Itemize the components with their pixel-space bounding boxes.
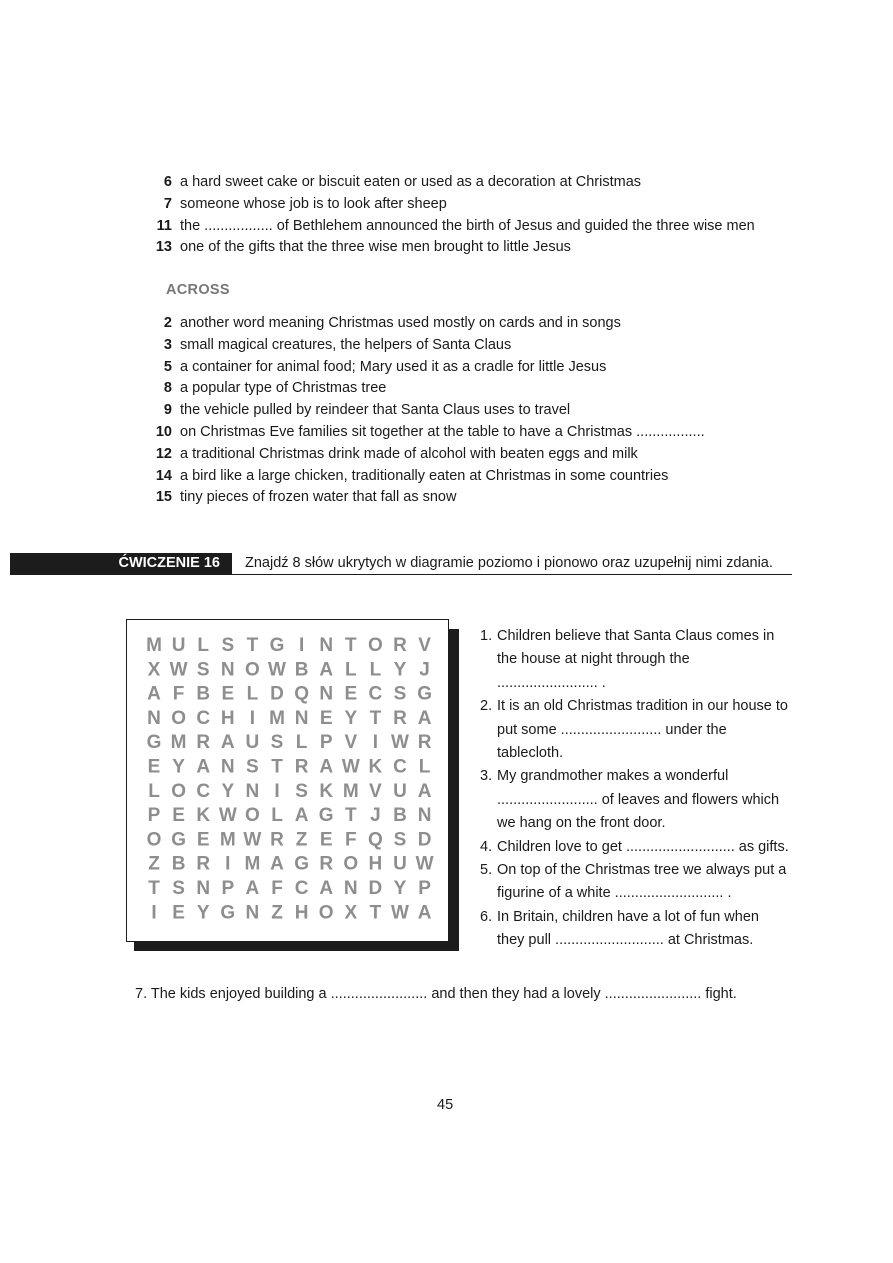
grid-letter: N <box>417 805 432 827</box>
grid-letter: A <box>196 756 211 778</box>
grid-letter: F <box>271 878 283 900</box>
grid-letter: W <box>243 829 262 851</box>
grid-letter: M <box>342 780 359 802</box>
grid-letter: O <box>171 707 186 729</box>
grid-letter: G <box>269 635 285 657</box>
grid-letter: Q <box>368 829 383 851</box>
grid-letter: K <box>196 805 211 827</box>
clue-item <box>150 313 705 335</box>
grid-letter: W <box>391 902 409 924</box>
grid-letter: Z <box>271 902 283 924</box>
grid-letter: A <box>319 878 334 900</box>
grid-letter: P <box>221 878 235 900</box>
exercise-divider <box>10 574 792 575</box>
clue-number: 2 <box>163 315 172 331</box>
grid-letter: E <box>221 683 235 705</box>
grid-letter: G <box>417 683 432 705</box>
grid-letter: O <box>368 635 383 657</box>
grid-letter: K <box>319 780 334 802</box>
grid-letter: H <box>220 707 235 729</box>
sentence-item <box>480 625 800 695</box>
sentence-item <box>480 836 800 859</box>
clue-number: 8 <box>163 380 172 397</box>
grid-letter: L <box>418 756 431 778</box>
grid-letter: J <box>370 805 381 827</box>
clue-item <box>150 487 705 509</box>
grid-letter: T <box>246 635 259 657</box>
grid-letter: W <box>218 805 237 827</box>
grid-letter: G <box>146 732 162 754</box>
grid-letter: V <box>344 732 358 754</box>
grid-letter: U <box>245 732 260 754</box>
sentence-seven: 7. The kids enjoyed building a ........................ and then they had a lovely ........................ fight. <box>135 986 737 1002</box>
grid-letter: S <box>393 683 407 705</box>
grid-letter: O <box>245 805 260 827</box>
clue-text: a popular type of Christmas tree <box>180 380 387 397</box>
grid-letter: N <box>196 878 211 900</box>
grid-letter: L <box>369 659 382 681</box>
grid-letter: W <box>169 659 188 681</box>
grid-letter: N <box>319 683 334 705</box>
word-search-letters <box>127 620 448 941</box>
clue-number: 3 <box>163 336 172 353</box>
clue-item <box>150 466 705 488</box>
grid-letter: G <box>171 829 186 851</box>
grid-letter: W <box>391 732 409 754</box>
grid-letter: U <box>393 780 407 802</box>
grid-letter: G <box>220 902 236 924</box>
grid-letter: T <box>369 707 382 729</box>
grid-letter: N <box>147 707 161 729</box>
grid-letter: H <box>368 853 383 875</box>
grid-letter: Q <box>294 683 309 705</box>
grid-letter: L <box>148 780 160 802</box>
sentence-number: 1. <box>480 628 493 644</box>
grid-letter: A <box>319 756 334 778</box>
grid-letter: M <box>146 635 162 657</box>
grid-letter: N <box>220 659 235 681</box>
grid-letter: N <box>220 756 235 778</box>
grid-letter: Y <box>172 756 185 778</box>
grid-letter: L <box>246 683 259 705</box>
grid-letter: S <box>393 829 407 851</box>
grid-letter: G <box>294 853 309 875</box>
clue-number: 13 <box>155 239 172 256</box>
sentence-item <box>480 695 800 765</box>
grid-letter: R <box>270 829 284 851</box>
grid-letter: Y <box>393 659 407 681</box>
grid-letter: L <box>197 635 210 657</box>
grid-letter: L <box>295 732 308 754</box>
grid-letter: R <box>196 732 211 754</box>
clue-text: on Christmas Eve families sit together at the table to have a Christmas ................. <box>180 423 705 440</box>
grid-letter: Y <box>221 780 235 802</box>
grid-letter: W <box>341 756 360 778</box>
grid-letter: A <box>319 659 334 681</box>
grid-letter: F <box>172 683 185 705</box>
sentence-item <box>480 765 800 835</box>
sentence-text: On top of the Christmas tree we always put a figurine of a white ........................... . <box>497 862 787 902</box>
clue-number: 9 <box>163 402 172 419</box>
grid-letter: D <box>270 683 284 705</box>
grid-letter: M <box>170 732 187 754</box>
sentence-list <box>480 625 800 953</box>
grid-letter: T <box>344 805 357 827</box>
grid-letter: D <box>368 878 383 900</box>
grid-letter: I <box>151 902 157 924</box>
grid-letter: R <box>393 635 407 657</box>
grid-letter: N <box>245 780 260 802</box>
grid-letter: G <box>318 805 334 827</box>
clue-text: a hard sweet cake or biscuit eaten or used as a decoration at Christmas <box>180 174 642 190</box>
grid-letter: Z <box>295 829 308 851</box>
clue-text: small magical creatures, the helpers of Santa Claus <box>180 336 512 353</box>
sentence-text: It is an old Christmas tradition in our house to put some ......................... under the tablecloth. <box>497 698 788 762</box>
grid-letter: C <box>393 756 407 778</box>
exercise-label-bar <box>10 553 232 574</box>
grid-letter: R <box>196 853 211 875</box>
grid-letter: Y <box>344 707 358 729</box>
clue-text: a container for animal food; Mary used it as a cradle for little Jesus <box>180 358 607 375</box>
grid-letter: I <box>298 635 305 657</box>
grid-letter: T <box>148 878 160 900</box>
grid-letter: C <box>368 683 383 705</box>
clue-item <box>150 400 705 422</box>
clue-text: a bird like a large chicken, traditionally eaten at Christmas in some countries <box>180 467 669 484</box>
exercise-instruction: Znajdź 8 słów ukrytych w diagramie poziomo i pionowo oraz uzupełnij nimi zdania. <box>245 555 773 571</box>
clue-text: someone whose job is to look after sheep <box>180 195 447 212</box>
clue-item <box>150 378 705 400</box>
grid-letter: J <box>419 659 430 681</box>
grid-letter: R <box>417 732 432 754</box>
grid-letter: S <box>221 635 235 657</box>
grid-letter: S <box>295 780 308 802</box>
grid-letter: K <box>368 756 383 778</box>
grid-letter: E <box>147 756 161 778</box>
clue-item <box>150 237 755 259</box>
grid-letter: W <box>268 659 286 681</box>
grid-letter: X <box>344 902 358 924</box>
grid-letter: P <box>418 878 431 900</box>
sentence-number: 5. <box>480 862 493 879</box>
grid-letter: O <box>171 780 186 802</box>
grid-letter: N <box>319 635 334 657</box>
grid-letter: O <box>318 902 334 924</box>
grid-letter: D <box>417 829 432 851</box>
grid-letter: Y <box>196 902 210 924</box>
sentence-text: Children believe that Santa Claus comes in the house at night through the ......................... . <box>497 628 775 691</box>
grid-letter: A <box>147 683 161 705</box>
sentence-text: My grandmother makes a wonderful ......................... of leaves and flowers which we hang on the front door. <box>497 768 780 832</box>
grid-letter: E <box>319 707 333 729</box>
grid-letter: V <box>369 780 382 802</box>
clue-item <box>150 216 755 238</box>
grid-letter: S <box>196 659 210 681</box>
sentence-text: Children love to get ........................... as gifts. <box>497 838 789 855</box>
grid-letter: N <box>343 878 358 900</box>
clue-text: tiny pieces of frozen water that fall as snow <box>180 489 457 506</box>
grid-letter: W <box>415 853 434 875</box>
grid-letter: Z <box>148 853 160 875</box>
grid-letter: P <box>319 732 333 754</box>
sentence-number: 2. <box>480 698 493 715</box>
grid-letter: O <box>245 659 260 681</box>
grid-letter: E <box>344 683 358 705</box>
exercise-label: ĆWICZENIE 16 <box>118 555 220 571</box>
clue-text: a traditional Christmas drink made of alcohol with beaten eggs and milk <box>180 445 638 462</box>
clue-item <box>150 194 755 216</box>
grid-letter: I <box>274 780 280 802</box>
grid-letter: C <box>196 780 211 802</box>
grid-letter: B <box>171 853 186 875</box>
grid-letter: M <box>219 829 236 851</box>
grid-letter: I <box>372 732 379 754</box>
grid-letter: R <box>294 756 309 778</box>
clue-item <box>150 357 705 379</box>
grid-letter: C <box>294 878 309 900</box>
grid-letter: U <box>393 853 407 875</box>
grid-letter: B <box>196 683 211 705</box>
clue-number: 10 <box>155 423 172 440</box>
sentence-number: 6. <box>480 908 493 925</box>
grid-letter: E <box>172 902 185 924</box>
grid-letter: E <box>319 829 333 851</box>
clue-number: 12 <box>155 445 172 462</box>
clue-number: 6 <box>163 174 172 190</box>
clue-number: 15 <box>155 489 172 506</box>
grid-letter: T <box>344 635 357 657</box>
clue-number: 7 <box>163 195 172 212</box>
grid-letter: A <box>294 805 309 827</box>
sentence-item <box>480 906 800 953</box>
clue-text: the vehicle pulled by reindeer that Santa Claus uses to travel <box>180 402 571 419</box>
clue-text: one of the gifts that the three wise men brought to little Jesus <box>180 239 571 256</box>
grid-letter: A <box>245 878 260 900</box>
clue-item <box>150 335 705 357</box>
grid-letter: S <box>172 878 185 900</box>
clue-text: another word meaning Christmas used mostly on cards and in songs <box>180 315 621 331</box>
down-clue-list <box>150 172 755 259</box>
clue-item <box>150 172 755 194</box>
grid-letter: C <box>196 707 211 729</box>
clue-text: the ................. of Bethlehem announced the birth of Jesus and guided the three wise men <box>180 217 755 234</box>
clue-number: 5 <box>163 358 172 375</box>
grid-letter: Y <box>393 878 407 900</box>
clue-number: 11 <box>156 217 172 234</box>
grid-letter: T <box>369 902 382 924</box>
grid-letter: P <box>147 805 161 827</box>
grid-letter: M <box>269 707 285 729</box>
grid-letter: B <box>294 659 309 681</box>
across-heading: ACROSS <box>166 282 230 298</box>
grid-letter: E <box>196 829 210 851</box>
grid-letter: B <box>393 805 407 827</box>
grid-letter: V <box>418 635 431 657</box>
grid-letter: S <box>270 732 284 754</box>
grid-letter: U <box>171 635 186 657</box>
sentence-number: 3. <box>480 768 493 785</box>
grid-letter: I <box>249 707 256 729</box>
grid-letter: L <box>344 659 357 681</box>
grid-letter: N <box>245 902 260 924</box>
grid-letter: T <box>271 756 283 778</box>
grid-letter: A <box>417 707 432 729</box>
grid-letter: A <box>220 732 235 754</box>
grid-letter: I <box>225 853 231 875</box>
sentence-number: 4. <box>480 838 493 855</box>
grid-letter: O <box>146 829 162 851</box>
grid-letter: A <box>270 853 284 875</box>
grid-letter: A <box>417 902 432 924</box>
across-clue-list <box>150 313 705 509</box>
grid-letter: O <box>343 853 359 875</box>
clue-item <box>150 422 705 444</box>
grid-letter: L <box>271 805 283 827</box>
grid-letter: H <box>294 902 309 924</box>
grid-letter: R <box>393 707 407 729</box>
grid-letter: F <box>344 829 357 851</box>
clue-item <box>150 444 705 466</box>
grid-letter: S <box>246 756 259 778</box>
grid-letter: X <box>147 659 161 681</box>
clue-number: 14 <box>155 467 172 484</box>
grid-letter: R <box>319 853 334 875</box>
grid-letter: M <box>244 853 261 875</box>
word-search-grid <box>126 619 449 942</box>
sentence-item <box>480 859 800 906</box>
grid-letter: A <box>417 780 432 802</box>
sentence-text: In Britain, children have a lot of fun when they pull ........................... at Christmas. <box>497 908 759 949</box>
grid-letter: E <box>172 805 185 827</box>
page-number: 45 <box>437 1097 454 1113</box>
grid-letter: N <box>294 707 309 729</box>
